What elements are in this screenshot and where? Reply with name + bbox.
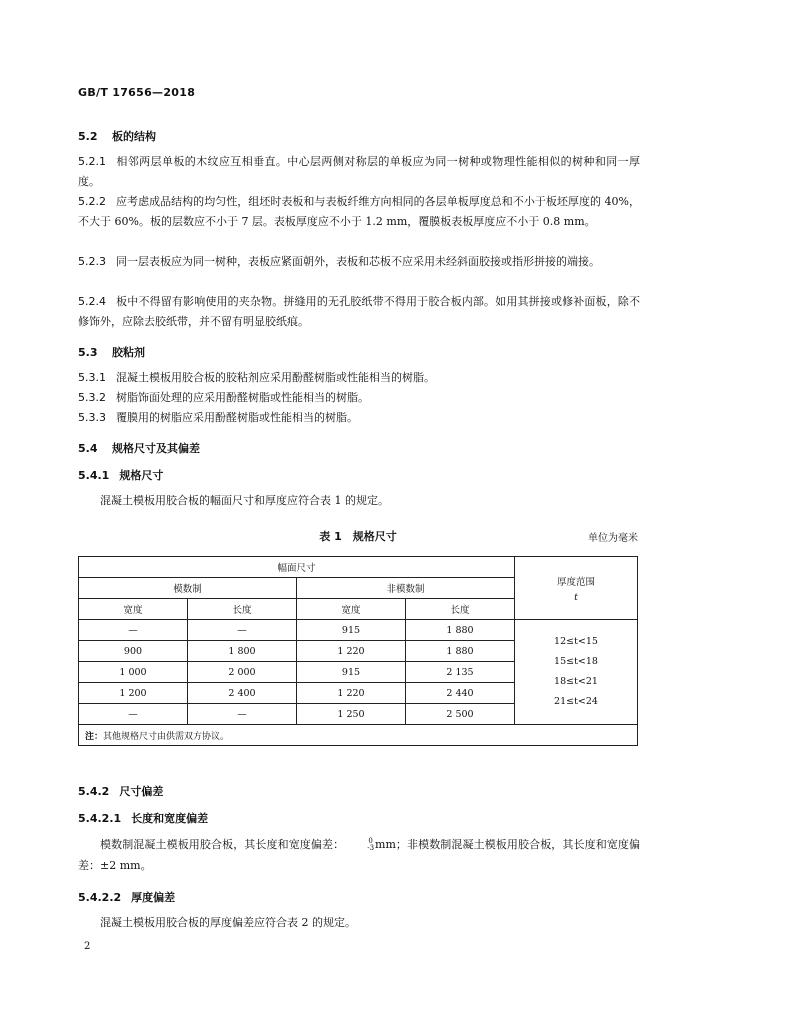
clause-5-3-1 bbox=[78, 368, 640, 388]
clause-text: 覆膜用的树脂应采用酚醛树脂或性能相当的树脂。 bbox=[116, 411, 358, 424]
header-modular: 模数制 bbox=[79, 578, 297, 599]
table-cell: 2 000 bbox=[188, 662, 297, 683]
table-cell: 2 400 bbox=[188, 683, 297, 704]
paragraph-5-4-1: 混凝土模板用胶合板的幅面尺寸和厚度应符合表 1 的规定。 bbox=[100, 494, 389, 507]
paragraph-5-4-2-2: 混凝土模板用胶合板的厚度偏差应符合表 2 的规定。 bbox=[100, 916, 356, 929]
tolerance-lower: -3 bbox=[367, 844, 375, 852]
table-cell: 915 bbox=[297, 662, 406, 683]
page-header: GB/T 17656—2018 bbox=[78, 86, 196, 99]
clause-5-2-2 bbox=[78, 192, 640, 232]
thickness-range: 18≤t<21 bbox=[554, 676, 598, 687]
header-width: 宽度 bbox=[297, 599, 406, 620]
thickness-range: 15≤t<18 bbox=[554, 656, 598, 667]
clause-number: 5.2.2 bbox=[78, 195, 106, 208]
deviation-text-b: mm；非模数制混凝土模板用胶合板，其长度和宽度偏差：±2 mm。 bbox=[78, 838, 640, 872]
header-nonmodular: 非模数制 bbox=[297, 578, 515, 599]
note-label: 注： bbox=[85, 731, 104, 742]
table-cell: 1 200 bbox=[79, 683, 188, 704]
clause-number: 5.3.3 bbox=[78, 411, 106, 424]
header-fumian: 幅面尺寸 bbox=[79, 557, 515, 578]
section-title: 规格尺寸 bbox=[119, 469, 164, 482]
clause-text: 树脂饰面处理的应采用酚醛树脂或性能相当的树脂。 bbox=[116, 391, 369, 404]
clause-number: 5.2.3 bbox=[78, 255, 106, 268]
section-number: 5.4.2.2 bbox=[78, 891, 122, 904]
header-thickness-label: 厚度范围 bbox=[556, 576, 595, 588]
header-thickness-symbol: t bbox=[574, 591, 578, 603]
section-title: 板的结构 bbox=[112, 130, 156, 143]
table-cell: — bbox=[79, 704, 188, 725]
clause-5-3-3 bbox=[78, 408, 640, 428]
clause-5-3-2 bbox=[78, 388, 640, 408]
clause-text: 同一层表板应为同一树种，表板应紧面朝外，表板和芯板不应采用未经斜面胶接或指形拼接的端接。 bbox=[116, 255, 600, 268]
table-cell: — bbox=[79, 620, 188, 641]
section-number: 5.2 bbox=[78, 130, 98, 143]
clause-number: 5.2.4 bbox=[78, 295, 106, 308]
table-unit: 单位为毫米 bbox=[588, 533, 638, 544]
table-cell: 1 880 bbox=[406, 620, 515, 641]
table-cell: 1 220 bbox=[297, 641, 406, 662]
paragraph-5-4-2-1 bbox=[78, 834, 640, 876]
table-cell: 2 500 bbox=[406, 704, 515, 725]
section-number: 5.4.1 bbox=[78, 469, 110, 482]
table-cell: 1 880 bbox=[406, 641, 515, 662]
section-number: 5.4.2.1 bbox=[78, 812, 122, 825]
section-title: 胶粘剂 bbox=[112, 346, 145, 359]
thickness-ranges bbox=[515, 620, 638, 725]
header-length: 长度 bbox=[188, 599, 297, 620]
section-number: 5.4 bbox=[78, 442, 98, 455]
section-5-4-2-2-heading bbox=[78, 889, 640, 905]
clause-number: 5.2.1 bbox=[78, 155, 106, 168]
page-number: 2 bbox=[84, 941, 91, 952]
section-title: 长度和宽度偏差 bbox=[131, 812, 209, 825]
table-row bbox=[79, 620, 638, 641]
section-5-4-2-heading bbox=[78, 783, 640, 799]
clause-5-2-4 bbox=[78, 292, 640, 332]
deviation-text-a: 模数制混凝土模板用胶合板，其长度和宽度偏差： bbox=[100, 838, 345, 851]
section-5-4-2-1-heading bbox=[78, 810, 640, 826]
table-cell: 2 440 bbox=[406, 683, 515, 704]
header-thickness bbox=[515, 557, 638, 620]
clause-number: 5.3.1 bbox=[78, 371, 106, 384]
table-cell: — bbox=[188, 620, 297, 641]
clause-5-2-1 bbox=[78, 152, 640, 192]
section-5-4-1-heading bbox=[78, 467, 640, 483]
note-text: 其他规格尺寸由供需双方协议。 bbox=[103, 731, 230, 742]
table-cell: 1 000 bbox=[79, 662, 188, 683]
tolerance-upper: 0 bbox=[368, 837, 373, 845]
clause-text: 应考虑成品结构的均匀性，组坯时表板和与表板纤维方向相同的各层单板厚度总和不小于板坯厚度的 40%，不大于 60%。板的层数应不小于 7 层。表板厚度应不小于 1.2 mm，覆膜板表板厚度应不小于 0.8 mm。 bbox=[78, 195, 640, 228]
section-5-4-heading bbox=[78, 440, 640, 456]
table-1 bbox=[78, 556, 638, 746]
header-width: 宽度 bbox=[79, 599, 188, 620]
clause-text: 相邻两层单板的木纹应互相垂直。中心层两侧对称层的单板应为同一树种或物理性能相似的树种和同一厚度。 bbox=[78, 155, 640, 188]
table-cell: 1 250 bbox=[297, 704, 406, 725]
thickness-range: 21≤t<24 bbox=[554, 696, 598, 707]
section-number: 5.4.2 bbox=[78, 785, 110, 798]
clause-number: 5.3.2 bbox=[78, 391, 106, 404]
table-cell: 1 220 bbox=[297, 683, 406, 704]
table-cell: 900 bbox=[79, 641, 188, 662]
table-cell: — bbox=[188, 704, 297, 725]
table-cell: 2 135 bbox=[406, 662, 515, 683]
table-cell: 915 bbox=[297, 620, 406, 641]
section-title: 厚度偏差 bbox=[131, 891, 176, 904]
clause-text: 板中不得留有影响使用的夹杂物。拼缝用的无孔胶纸带不得用于胶合板内部。如用其拼接或修补面板，除不修饰外，应除去胶纸带，并不留有明显胶纸痕。 bbox=[78, 295, 640, 328]
clause-text: 混凝土模板用胶合板的胶粘剂应采用酚醛树脂或性能相当的树脂。 bbox=[116, 371, 435, 384]
thickness-range: 12≤t<15 bbox=[554, 636, 598, 647]
table-cell: 1 800 bbox=[188, 641, 297, 662]
clause-5-2-3 bbox=[78, 252, 640, 272]
section-5-3-heading bbox=[78, 344, 640, 360]
section-5-2-heading bbox=[78, 128, 640, 144]
table-note bbox=[79, 725, 638, 746]
section-title: 规格尺寸及其偏差 bbox=[112, 442, 200, 455]
section-title: 尺寸偏差 bbox=[119, 785, 164, 798]
header-length: 长度 bbox=[406, 599, 515, 620]
section-number: 5.3 bbox=[78, 346, 98, 359]
deviation-tolerance bbox=[345, 838, 374, 852]
table-title: 表 1 规格尺寸 bbox=[319, 530, 397, 543]
